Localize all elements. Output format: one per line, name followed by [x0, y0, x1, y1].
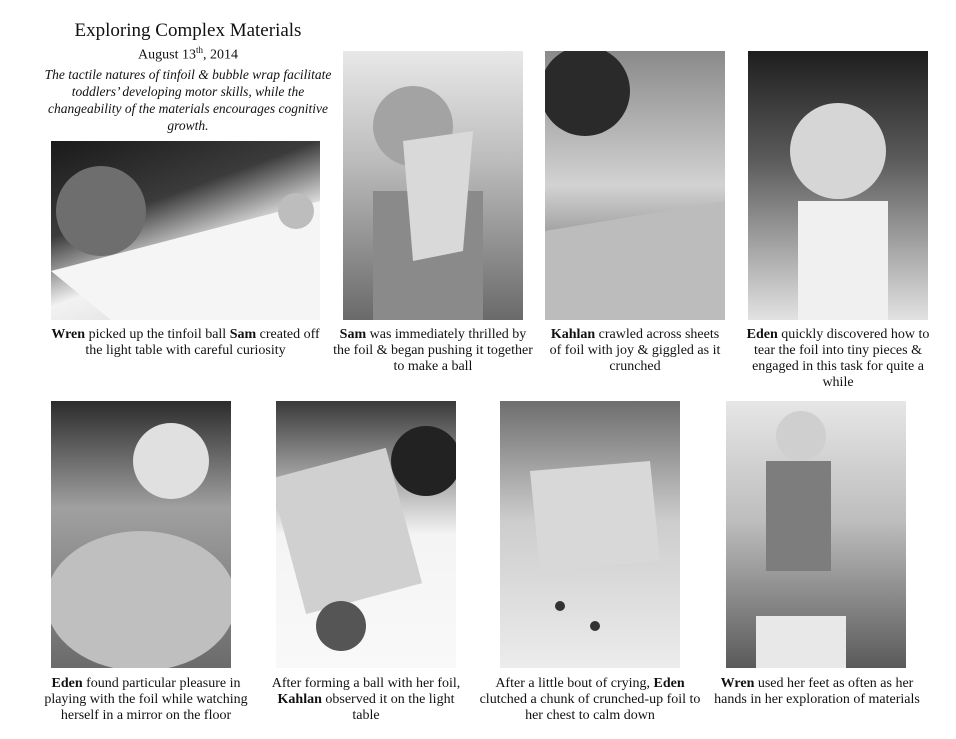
photo-wren-feet — [726, 401, 906, 668]
caption-8-text: used her feet as often as her hands in her exploration of materials — [714, 676, 920, 707]
caption-2-name: Sam — [339, 327, 367, 342]
caption-5-text: found particular pleasure in playing with the foil while watching herself in a mirror on the floor — [44, 676, 248, 723]
caption-7 — [478, 676, 702, 724]
caption-4-name: Eden — [746, 327, 778, 342]
date-day: August 13 — [138, 47, 196, 63]
header — [38, 20, 338, 64]
page-title: Exploring Complex Materials — [74, 20, 302, 41]
photo-kahlan-crawl — [545, 51, 725, 320]
photo-sam-foil — [343, 51, 523, 320]
caption-4 — [743, 327, 933, 391]
caption-1-text: picked up the tinfoil ball — [85, 327, 230, 342]
caption-6-name: Kahlan — [277, 692, 322, 707]
caption-4-text: quickly discovered how to tear the foil into tiny pieces & engaged in this task for quite a while — [752, 327, 930, 390]
caption-1 — [51, 327, 320, 359]
caption-6-text: observed it on the light table — [321, 692, 455, 723]
caption-1-name: Wren — [51, 327, 86, 342]
caption-7-name: Eden — [653, 676, 685, 691]
photo-eden-clutch — [500, 401, 680, 668]
caption-1-name-2: Sam — [229, 327, 257, 342]
caption-7-text: clutched a chunk of crunched-up foil to her chest to calm down — [479, 692, 701, 723]
caption-3-text: crawled across sheets of foil with joy & giggled as it crunched — [549, 327, 721, 374]
caption-8-name: Wren — [720, 676, 755, 691]
photo-eden-mirror — [51, 401, 231, 668]
caption-5 — [30, 676, 262, 724]
caption-6-lead: After forming a ball with her foil, — [271, 676, 461, 691]
caption-1-rest: created off the light table with careful curiosity — [85, 327, 320, 358]
caption-6 — [268, 676, 464, 724]
caption-3 — [548, 327, 722, 375]
photo-wren-light-table — [51, 141, 320, 320]
date-year: , 2014 — [202, 47, 238, 63]
caption-2 — [330, 327, 536, 375]
caption-3-name: Kahlan — [550, 327, 596, 342]
caption-2-text: was immediately thrilled by the foil & began pushing it together to make a ball — [333, 327, 533, 374]
date-suffix: th — [195, 45, 203, 55]
photo-eden-tear — [748, 51, 928, 320]
page-date — [38, 42, 338, 64]
caption-8 — [712, 676, 922, 708]
caption-5-name: Eden — [51, 676, 83, 691]
photo-kahlan-light-table — [276, 401, 456, 668]
caption-7-lead: After a little bout of crying, — [495, 676, 654, 691]
intro-text: The tactile natures of tinfoil & bubble wrap facilitate toddlers’ developing motor skills, while the changeability of the materials encourages cognitive growth. — [44, 67, 332, 133]
